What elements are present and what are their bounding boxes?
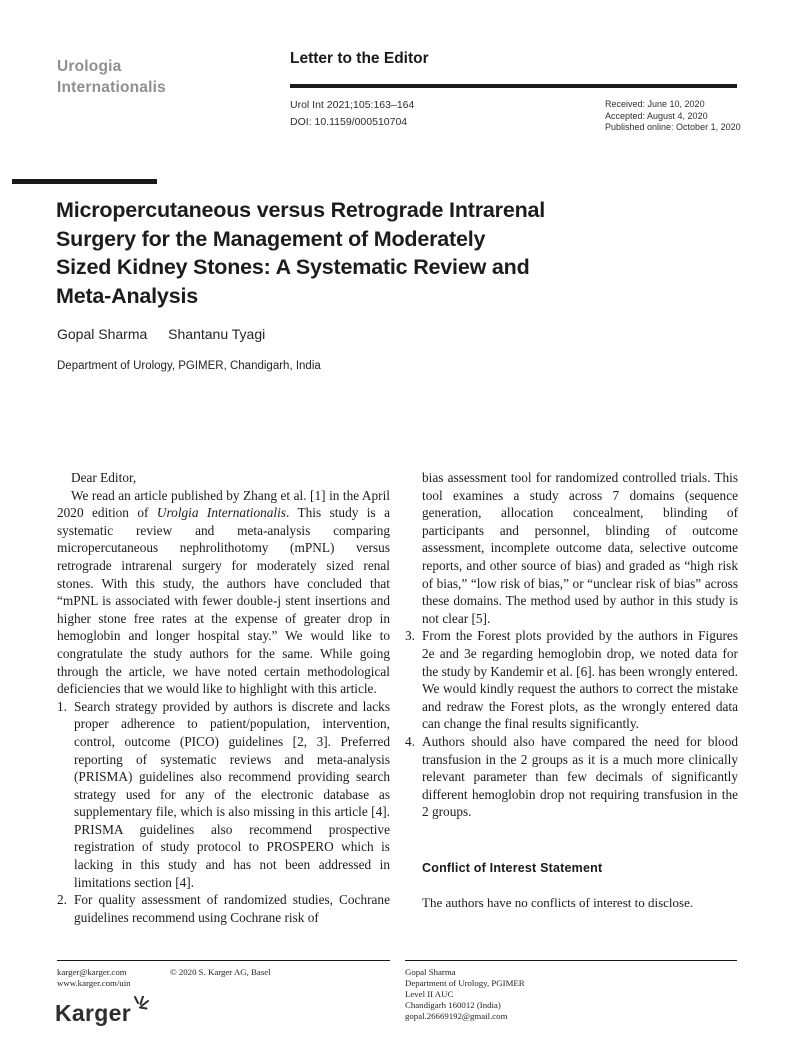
list-item-4 <box>405 733 738 821</box>
citation-block <box>290 97 414 130</box>
intro-text-before: We read an article published by Zhang et al. [1] in the April 2020 edition of <box>57 487 390 521</box>
list-item-3-number: 3. <box>405 628 415 644</box>
correspondence-city: Chandigarh 160012 (India) <box>405 1000 501 1010</box>
karger-logo <box>55 1000 149 1027</box>
list-item-2-text: For quality assessment of randomized studies, Cochrane guidelines recommend using Cochrane risk of <box>74 892 390 925</box>
intro-paragraph <box>57 487 390 698</box>
salutation: Dear Editor, <box>71 470 137 485</box>
affiliation: Department of Urology, PGIMER, Chandigarh, India <box>57 360 321 372</box>
header-rule <box>290 84 737 88</box>
title-line-3: Sized Kidney Stones: A Systematic Review and <box>56 255 530 279</box>
karger-spark-icon <box>132 996 149 1012</box>
list-item-1-number: 1. <box>57 698 67 714</box>
list-item-3 <box>405 627 738 733</box>
footer-left-rule <box>57 960 390 961</box>
list-item-3-text: From the Forest plots provided by the authors in Figures 2e and 3e regarding hemoglobin drop, we noted data for the study by Kandemir et al. [6]. has been wrongly entered. We would kindly request the authors to correct the mistake and redraw the Forest plots, as the wrongly entered data can change the final results significantly. <box>422 628 738 732</box>
doi-text: DOI: 10.1159/000510704 <box>290 115 408 128</box>
body-columns <box>57 469 738 926</box>
published-date: Published online: October 1, 2020 <box>605 122 741 132</box>
article-title <box>56 196 746 310</box>
author-list <box>57 326 282 342</box>
list-item-2 <box>57 891 390 926</box>
publisher-email: karger@karger.com <box>57 967 127 977</box>
list-item-2-number: 2. <box>57 892 67 908</box>
correspondence-level: Level II AUC <box>405 989 454 999</box>
correspondence-email: gopal.26669192@gmail.com <box>405 1011 508 1021</box>
dates-block <box>605 99 741 134</box>
footer-publisher <box>57 960 390 989</box>
list-item-1 <box>57 698 390 892</box>
received-date: Received: June 10, 2020 <box>605 99 705 109</box>
article-type-heading: Letter to the Editor <box>290 50 429 67</box>
correspondence-block <box>405 967 737 1022</box>
footer-right-rule <box>405 960 737 961</box>
journal-name-italic: Urolgia Internationalis <box>156 505 286 521</box>
left-column <box>57 469 390 926</box>
title-line-1: Micropercutaneous versus Retrograde Intrarenal <box>56 198 546 222</box>
correspondence-name: Gopal Sharma <box>405 967 456 977</box>
author-2: Shantanu Tyagi <box>168 326 266 342</box>
karger-logo-text: Karger <box>55 1000 131 1026</box>
list-item-4-number: 4. <box>405 733 415 749</box>
intro-text-after: . This study is a systematic review and meta-analysis comparing micropercutaneous nephrolithotomy (mPNL) versus retrograde intrarenal surgery for moderately sized renal stones. With this study, the authors have concluded that “mPNL is associated with fewer double-j stent insertions and higher stone free rates at the expense of greater drop in hemoglobin and longer hospital stay.” We would like to congratulate the study authors for the same. While going through the article, we have noted certain methodological deficiencies that we would like to highlight with this article. <box>57 505 391 697</box>
publisher-info <box>57 967 390 989</box>
list-item-1-text: Search strategy provided by authors is discrete and lacks proper adherence to patient/population, intervention, control, outcome (PICO) guidelines [2, 3]. Preferred reporting of systematic reviews and meta-analysis (PRISMA) guidelines also recommend providing search strategy used for any of the electronic database as supplementary file, which is also missing in this article [4]. PRISMA guidelines also recommend prospective registration of study protocol to PROSPERO which is lacking in this study and has not been addressed in limitations section [4]. <box>74 698 390 890</box>
footer-correspondence <box>405 960 737 1022</box>
journal-logo-line2: Internationalis <box>57 79 166 96</box>
citation-text: Urol Int 2021;105:163–164 <box>290 99 415 111</box>
title-line-2: Surgery for the Management of Moderately <box>56 226 486 251</box>
right-column <box>405 469 738 926</box>
correspondence-dept: Department of Urology, PGIMER <box>405 978 525 988</box>
journal-logo-line1: Urologia <box>57 58 122 75</box>
list-item-2-continuation: bias assessment tool for randomized controlled trials. This tool examines a study across 7 domains (sequence generation, allocation concealment, blinding of participants and personnel, blinding of outcome assessment, incomplete outcome data, selective outcome reports, and other source of bias) and graded as “high risk of bias,” “low risk of bias,” or “unclear risk of bias” across these domains. The method used by author in this study is not clear [5]. <box>422 470 738 626</box>
list-item-4-text: Authors should also have compared the need for blood transfusion in the 2 groups as it is a much more clinically relevant parameter than few decimals of significantly different hemoglobin drop not requiring transfusion in the 2 groups. <box>422 733 738 820</box>
publisher-contacts <box>57 967 170 989</box>
conflict-of-interest-section <box>405 860 738 912</box>
conflict-text: The authors have no conflicts of interest to disclose. <box>422 895 694 911</box>
title-separator-bar <box>12 179 157 184</box>
accepted-date: Accepted: August 4, 2020 <box>605 110 708 121</box>
title-line-4: Meta-Analysis <box>56 283 198 308</box>
author-1: Gopal Sharma <box>57 326 148 342</box>
journal-logo <box>57 56 166 98</box>
copyright-notice: © 2020 S. Karger AG, Basel <box>170 967 271 977</box>
conflict-heading: Conflict of Interest Statement <box>422 860 603 875</box>
publisher-url: www.karger.com/uin <box>57 978 131 988</box>
